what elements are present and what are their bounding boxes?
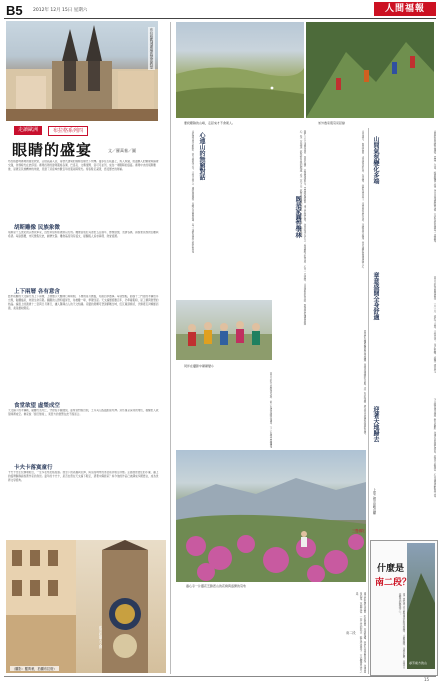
middle-body-vertical-2: 我們一行人清晨出發，背負行囊，沿著稜線前行。雲霧時聚時散，遠山若隱若現。休息時坐在石上，看著腳下的草原，心中一片澄明。山是最好的老師，教會我們謙卑與耐心。每一次登頂，都是對自我的超越；每一次下山，都帶著滿滿的感恩。與山對話，無窮無盡。 [299,130,306,325]
meadow-illustration [176,22,304,118]
page-header [0,0,440,22]
page-id: B5 [6,3,23,18]
article-byline: 文／羅萬蓁／圖 [108,148,136,153]
feature-body: 南二段指中央山脈南段的縱走路線，山勢險峻，景色壯麗，是登山者嚮往的路線之一。 [398,593,405,669]
article-body-block-5: 卡夫卡出生於廣場附近，一生多在布拉格度過。他筆下的孤獨與荒謬，與這座城市的迷宮巷弄相互呼應。走過他曾居住的小屋，牆上的銘牌靜靜訴說著作家的身世。童年的卡夫卡，是否也曾在天文鐘下駐足，望著木偶發呆？如今他的作品已被譯成多國語言，成為世界文學經典。 [8,471,159,482]
feature-title-1: 什麼是 [377,564,405,574]
mountain-hikers-photo [306,22,434,118]
right-body-vertical-3: 下山時回望來路，群山靜默，彷彿在向我們道別。迎著天地歸去，心中滿是感動與不捨。 [433,398,436,500]
right-caption-vertical: 上帝之情 高峻山巔 [372,488,376,515]
feature-box [370,540,438,676]
middle-body-vertical-1: 山的語言是沉默的，卻又無所不在。走在山徑上，風吹過樹梢，鳥鳴在谷間迴盪，每一步都是與大地的對話。 [191,130,194,255]
prague-church-illustration [6,21,158,121]
prague-church-photo [6,21,158,121]
column-divider-right [368,128,369,674]
photo-caption-vertical: 布拉格舊城廣場的提恩教堂 [149,28,153,69]
right-heading-vertical-3: 迎著天地歸去 [372,406,379,442]
section-heading-1: 胡斯雕像 民族象徵 [14,225,60,231]
photo-caption-bottom: （攝影：羅萬蓁，拍攝布拉格） [12,667,57,671]
group-illustration [176,300,272,360]
peak-illustration [407,543,435,669]
rhododendron-illustration [176,450,366,582]
column-divider-left [170,22,171,674]
kicker-subseries: 布拉格系列四 [48,126,88,136]
section-heading-4: 卡夫卡落寞童行 [14,465,53,471]
article-body-block-1: 布拉格舊城廣場的提恩教堂，尖塔高聳入雲，哥德式建築的線條在陽光下閃爍。漫步在石板路上，遊人如織，街頭藝人的樂聲與鐘聲交織，彷彿時光在此停留。廣場四周的建築風格各異，巴洛克、文藝復興、洛可可並列，成為一場眼睛的盛宴。廣場中央的胡斯雕像，是捷克民族精神的象徵，見證了這座城市數百年的風雨與榮光。遊客駐足凝望，感受歷史的厚重。 [8,160,159,171]
section-heading-2: 上下兩層 各有意含 [14,289,60,295]
right-heading-vertical-2: 章意盛開全身舒適 [372,272,379,320]
article-body-block-4: 天文鐘下的木偶戲，骷髏代表死亡，守財奴手握錢袋，虛榮者對鏡自照，土耳其人搖頭拒絕死神。這些寓意深刻的角色，提醒世人欲望終將成空。佛家說「諸行無常」，東西方的智慧在此不謀而合。 [8,409,159,416]
feature-small-label: 南二段 [346,631,356,635]
meadow-caption: 要爬艱險的山峰，走起來才不會累人。 [184,121,236,125]
masthead-logo: 人間福報 [374,2,436,16]
right-kicker-small: 三寶佛陀 [352,529,365,533]
middle-body-vertical-6: 滿山的杜鵑花盛開，紅紫相間，如錦如繡。我們在花叢間穿梭，彷彿置身仙境。花開花落，一如人生的起伏，唯有珍惜當下，方能體會生命之美。 [355,592,366,673]
rhododendron-caption: 養心寺一片靈花芝勝惹山的花樹與盛開的景象 [186,584,247,588]
feature-caption: 尋芳前方的山 [409,661,428,665]
group-caption: 同伴在攝影中漸漸變小 [184,364,215,368]
kicker-series: 走讀歐洲 [14,126,42,135]
peak-photo [407,543,435,669]
rhododendron-photo [176,450,366,582]
article-body-block-2: 胡斯是十五世紀的宗教改革家，因堅持信仰而被處以火刑。雕像落成於其逝世五百週年，群像環繞，表情各異，訴說著民族的苦難與希望。每逢節慶，市民聚集於此，緬懷先賢。雕像基座刻有銘文，提醒後人追求真理、熱愛祖國。 [8,231,159,238]
page-footer-rule [4,676,436,677]
right-body-vertical-1: 山間的氣象瞬息萬變，晨霧、午雨、晚霞輪番上演。登山者須隨時準備，方能安然度過每一段路程。 [433,130,436,245]
article-body-block-3: 舊市政廳的天文鐘分為上下兩層，上層顯示天體運行與時間，下層則是月曆盤，刻畫四季農事。每到整點，耶穌十二門徒的木偶依序出現，骷髏搖鈴，象徵生命有限。圍觀的人群仰頭屏息，待雄雞一啼，掌聲四起。天文鐘歷經數百年，仍準確報時，是工藝與智慧的結晶。鐘面上的黃道十二宮與日月運行，讓人驚嘆古人的天文知識。旁邊的塔樓可登頂俯瞰全城，紅瓦屋頂綿延，伏爾塔瓦河蜿蜒而過，美景盡收眼底。 [8,295,159,310]
hikers-caption: 郊外農家風景亮起綠 [318,121,346,125]
page-number: 15 [424,677,430,682]
old-town-hall-photo [6,540,166,673]
section-heading-3: 食堂欲望 虛榮成空 [14,403,60,409]
middle-body-vertical-4: 同伴們在攝影機前笑得燦爛，背後是連綿的山脈。這一刻的快樂，將成為日後最珍貴的回憶。 [363,330,366,437]
middle-heading-vertical-2: 既是家圓哲學林 [294,196,301,238]
right-heading-vertical-1: 山間氣氛變化多端 [372,136,379,184]
middle-body-vertical-3: 山中歲月，既是家園，也是哲學的林。在這裡，我們學習放下，學習與自然共處。夜晚星空璀璨，營火邊的故事溫暖人心。 [361,130,364,271]
hikers-illustration [306,22,434,118]
meadow-photo [176,22,304,118]
page-date: 2012年 12月 15日 星期六 [33,8,88,13]
middle-body-vertical-5: 高山上的天氣變化多端，前一刻還是晴空萬里，下一刻便雲霧瀰漫。 [269,372,272,450]
article-title: 眼睛的盛宴 [12,141,93,159]
group-photo [176,300,272,360]
photo-caption-clock: 舊市政廳天文鐘 [98,626,102,649]
old-town-hall-illustration [6,540,166,673]
right-body-vertical-2: 高山上的花開得最盛，一片一片，染紅了山坡。走在其中，身心舒暢，疲憊一掃而空。 [433,276,436,375]
feature-title-2: 南二段？ [375,578,412,588]
kicker-bar [14,126,114,135]
middle-heading-vertical-1: 心連山的無窮對話 [198,132,205,180]
header-rule [4,18,436,19]
